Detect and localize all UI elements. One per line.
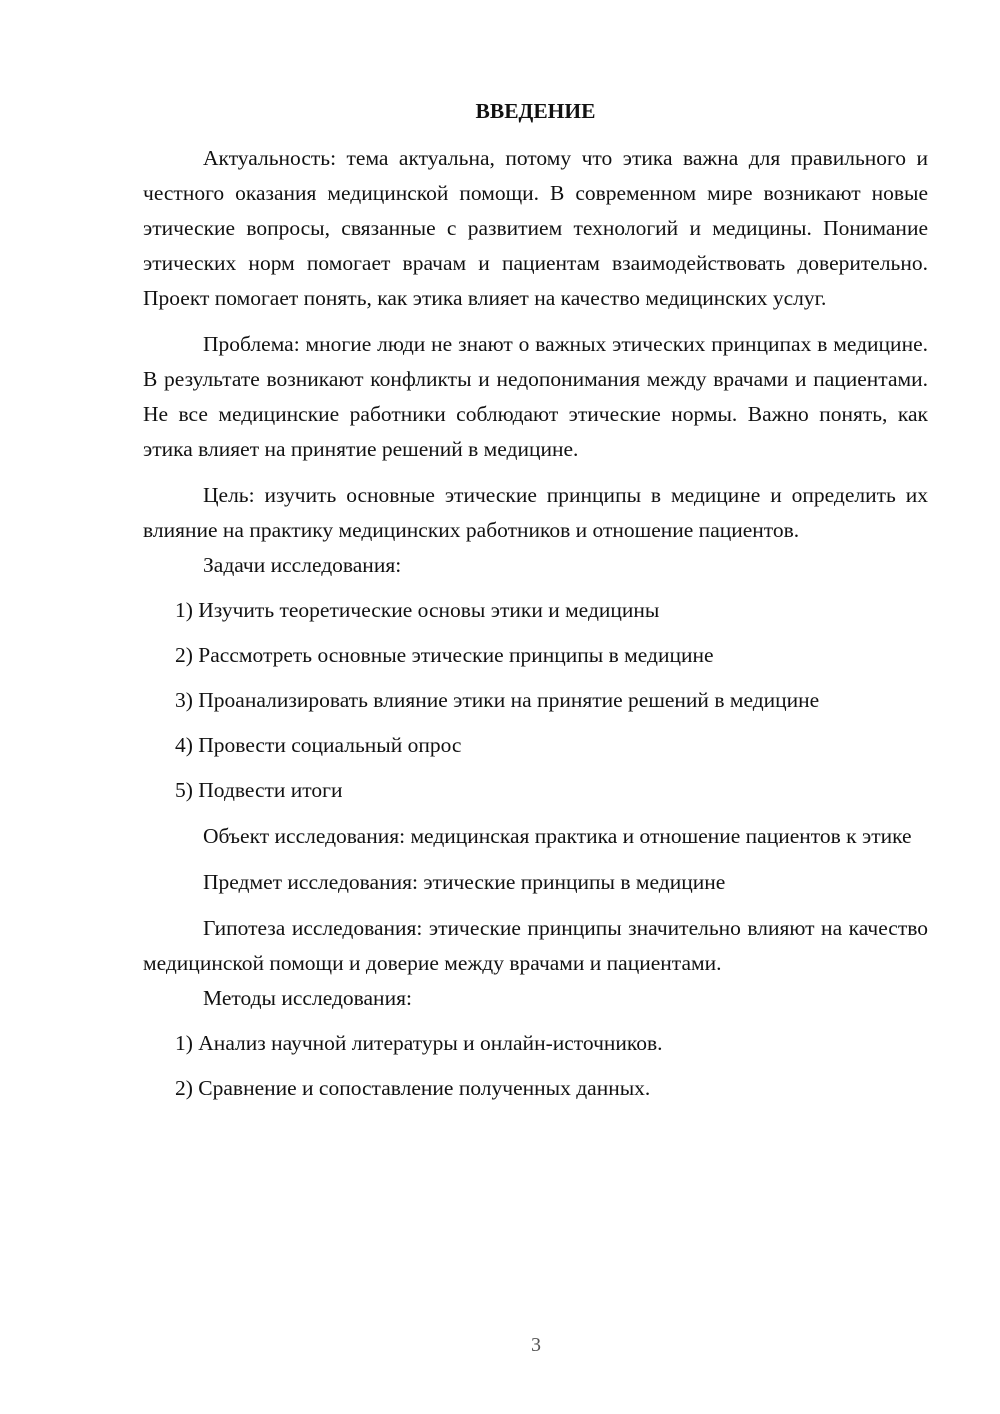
section-title: ВВЕДЕНИЕ [475, 99, 596, 123]
tasks-heading: Задачи исследования: [203, 553, 402, 577]
paragraph-object: Объект исследования: медицинская практика и отношение пациентов к этике [203, 824, 912, 848]
method-item-2: 2) Сравнение и сопоставление полученных данных. [175, 1076, 651, 1100]
task-item-2: 2) Рассмотреть основные этические принципы в медицине [175, 643, 714, 667]
task-item-4: 4) Провести социальный опрос [175, 733, 462, 757]
methods-heading: Методы исследования: [203, 986, 412, 1010]
document-body [143, 94, 928, 1106]
paragraph-hypothesis: Гипотеза исследования: этические принципы значительно влияют на качество медицинской помощи и доверие между врачами и пациентами. [143, 916, 928, 975]
method-item-1: 1) Анализ научной литературы и онлайн-источников. [175, 1031, 663, 1055]
page-number: 3 [531, 1334, 541, 1356]
task-item-5: 5) Подвести итоги [175, 778, 343, 802]
paragraph-subject: Предмет исследования: этические принципы в медицине [203, 870, 726, 894]
paragraph-goal: Цель: изучить основные этические принципы в медицине и определить их влияние на практику медицинских работников и отношение пациентов. [143, 483, 928, 542]
task-item-1: 1) Изучить теоретические основы этики и медицины [175, 598, 660, 622]
paragraph-problem: Проблема: многие люди не знают о важных этических принципах в медицине. В результате возникают конфликты и недопонимания между врачами и пациентами. Не все медицинские работники соблюдают этические нормы. Важно понять, как этика влияет на принятие решений в медицине. [143, 332, 928, 461]
paragraph-relevance: Актуальность: тема актуальна, потому что этика важна для правильного и честного оказания медицинской помощи. В современном мире возникают новые этические вопросы, связанные с развитием технологий и медицины. Понимание этических норм помогает врачам и пациентам взаимодействовать доверительно. Проект помогает понять, как этика влияет на качество медицинских услуг. [143, 146, 928, 310]
task-item-3: 3) Проанализировать влияние этики на принятие решений в медицине [175, 688, 820, 712]
